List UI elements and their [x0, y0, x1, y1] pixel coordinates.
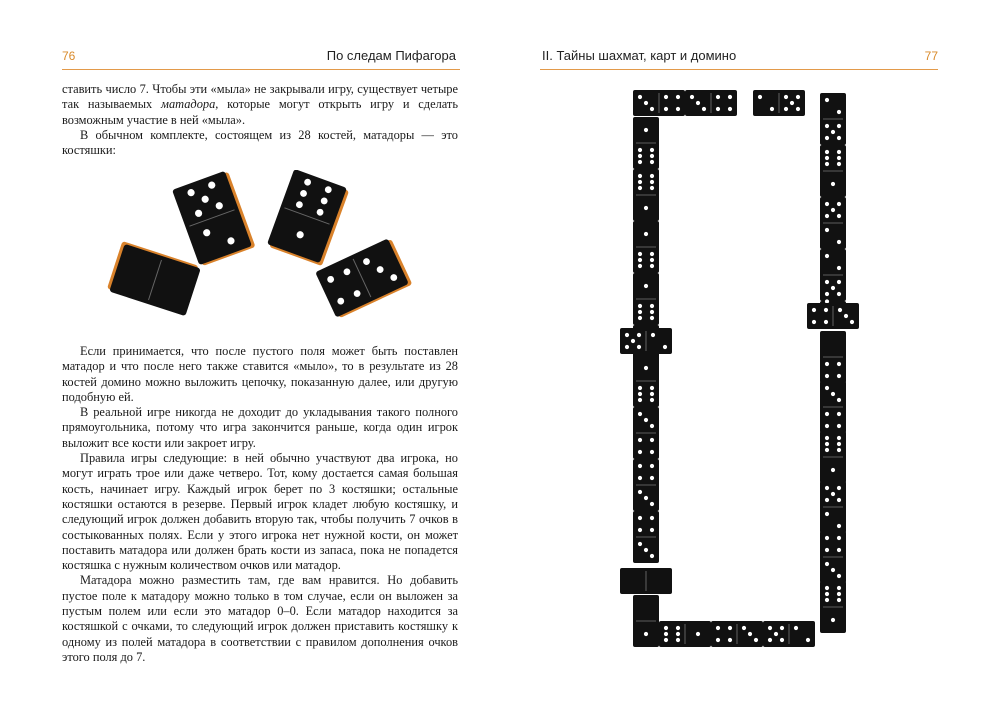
domino-tile — [633, 90, 685, 116]
domino-tile — [820, 581, 846, 633]
domino-tile — [820, 197, 846, 249]
right-page-number: 77 — [924, 49, 938, 63]
domino-tile — [820, 93, 846, 145]
domino-tile — [633, 595, 659, 647]
domino-tile — [820, 431, 846, 483]
domino-tile — [820, 145, 846, 197]
domino-tile — [753, 90, 805, 116]
domino-tile — [633, 511, 659, 563]
domino-tile — [620, 568, 672, 594]
right-page — [500, 0, 1000, 714]
domino-tile — [633, 169, 659, 221]
domino-tile — [633, 407, 659, 459]
domino-tile — [820, 481, 846, 533]
domino-tile — [633, 117, 659, 169]
domino-tile — [820, 331, 846, 383]
matadors-illustration — [100, 170, 420, 320]
paragraph: В обычном комплекте, состоящем из 28 костей, матадоры — это костяшки: — [62, 127, 458, 158]
domino-tile — [820, 249, 846, 301]
domino-tile — [633, 355, 659, 407]
domino-tile — [711, 621, 763, 647]
domino-chain-diagram — [605, 85, 865, 655]
text-block-top — [62, 82, 458, 158]
domino-tile — [633, 459, 659, 511]
paragraph: Если принимается, что после пустого поля может быть поставлен матадор и что после него также ставится «мыло», то в результате из 28 костей домино можно выложить цепочку, показанную далее, или другую подобную ей. — [62, 344, 458, 404]
paragraph: В реальной игре никогда не доходит до укладывания такого полного прямоугольника, потому что игра закончится раньше, когда один игрок выложит все кости или закроет игру. — [62, 405, 458, 450]
paragraph: Матадора можно разместить там, где вам нравится. Но добавить пустое поле к матадору можно только в том случае, если он выложен за пустым полем или если это матадор 0–0. Если матадор находится за костяшкой с очками, то следующий игрок должен приставить костяшку к одному из полей матадора в соответствии с правилом дополнения очков этого поля до 7. — [62, 573, 458, 664]
left-running-title: По следам Пифагора — [326, 48, 456, 63]
paragraph: ставить число 7. Чтобы эти «мыла» не закрывали игру, существует четыре так называемых матадора, которые могут открыть игру и сделать возможным участие в ней «мыла». — [62, 82, 458, 127]
domino-tile — [659, 621, 711, 647]
domino-tile — [685, 90, 737, 116]
right-running-title: II. Тайны шахмат, карт и домино — [542, 48, 737, 63]
domino-tile — [820, 381, 846, 433]
left-running-header — [62, 47, 460, 70]
paragraph: Правила игры следующие: в ней обычно участвуют два игрока, но могут играть трое или даже четверо. Тот, кому достается самая большая кость, начинает игру. Каждый игрок берет по 3 костяшки; остальные костяшки остаются в резерве. Первый игрок кладет любую костяшку, и следующий игрок должен добавить вторую так, чтобы получить 7 очков в состыкованных полях. Если у этого игрока нет нужной кости, он может поставить матадора или должен брать кости из запаса, пока не попадется костяшка с нужным количеством очков или матадор. — [62, 451, 458, 573]
left-page-number: 76 — [62, 49, 76, 63]
domino-tile — [172, 170, 255, 267]
domino-tile — [266, 170, 349, 266]
domino-tile — [763, 621, 815, 647]
domino-tile — [633, 273, 659, 325]
domino-tile — [315, 237, 412, 319]
domino-tile — [106, 241, 201, 316]
right-running-header — [540, 47, 938, 70]
domino-tile — [633, 221, 659, 273]
text-block-bottom — [62, 344, 458, 665]
domino-tile — [820, 531, 846, 583]
domino-tile — [620, 328, 672, 354]
domino-tile — [807, 303, 859, 329]
